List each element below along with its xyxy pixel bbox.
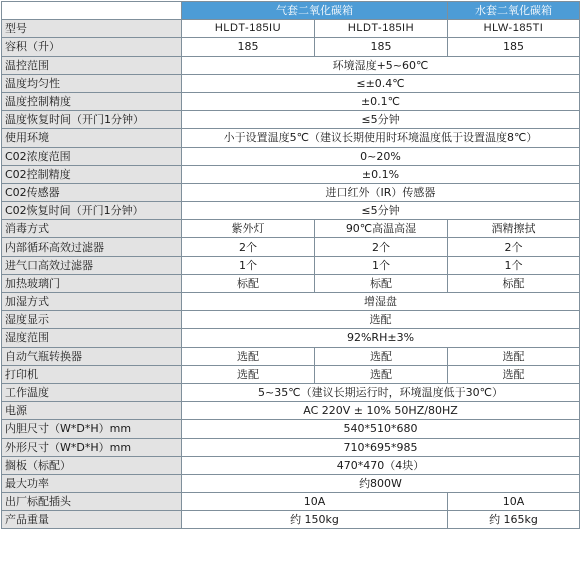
spec-value: AC 220V ± 10% 50HZ/80HZ bbox=[182, 402, 580, 420]
spec-value: 选配 bbox=[315, 347, 448, 365]
spec-value: 约 150kg bbox=[182, 511, 448, 529]
header-row bbox=[2, 2, 580, 20]
spec-row bbox=[2, 438, 580, 456]
spec-body bbox=[2, 20, 580, 529]
spec-value: 10A bbox=[182, 493, 448, 511]
spec-row bbox=[2, 238, 580, 256]
spec-value: 选配 bbox=[315, 365, 448, 383]
spec-value: 进口红外（IR）传感器 bbox=[182, 183, 580, 201]
spec-label: 打印机 bbox=[2, 365, 182, 383]
spec-value: 2个 bbox=[448, 238, 580, 256]
spec-value: 约800W bbox=[182, 474, 580, 492]
spec-row bbox=[2, 365, 580, 383]
spec-value: 90℃高温高湿 bbox=[315, 220, 448, 238]
spec-row bbox=[2, 129, 580, 147]
spec-value: 选配 bbox=[448, 365, 580, 383]
spec-value: 增湿盘 bbox=[182, 293, 580, 311]
spec-row bbox=[2, 74, 580, 92]
spec-label: 温度控制精度 bbox=[2, 92, 182, 110]
header-water-jacket: 水套二氧化碳箱 bbox=[448, 2, 580, 20]
spec-row bbox=[2, 456, 580, 474]
spec-row bbox=[2, 165, 580, 183]
spec-label: 内胆尺寸（W*D*H）mm bbox=[2, 420, 182, 438]
spec-label: 自动气瓶转换器 bbox=[2, 347, 182, 365]
spec-label: 工作温度 bbox=[2, 383, 182, 401]
spec-label: 电源 bbox=[2, 402, 182, 420]
spec-label: C02浓度范围 bbox=[2, 147, 182, 165]
spec-value: 2个 bbox=[182, 238, 315, 256]
spec-value: 酒精擦拭 bbox=[448, 220, 580, 238]
spec-value: 小于设置温度5℃（建议长期使用时环境温度低于设置温度8℃） bbox=[182, 129, 580, 147]
spec-row bbox=[2, 329, 580, 347]
spec-label: 使用环境 bbox=[2, 129, 182, 147]
spec-row bbox=[2, 511, 580, 529]
spec-row bbox=[2, 293, 580, 311]
spec-label: 内部循环高效过滤器 bbox=[2, 238, 182, 256]
spec-value: 标配 bbox=[182, 274, 315, 292]
spec-value: HLDT-185IU bbox=[182, 20, 315, 38]
spec-row bbox=[2, 311, 580, 329]
spec-label: 消毒方式 bbox=[2, 220, 182, 238]
spec-value: 1个 bbox=[182, 256, 315, 274]
spec-row bbox=[2, 38, 580, 56]
spec-row bbox=[2, 56, 580, 74]
spec-value: 1个 bbox=[315, 256, 448, 274]
spec-row bbox=[2, 383, 580, 401]
spec-value: 470*470（4块） bbox=[182, 456, 580, 474]
spec-label: 外形尺寸（W*D*H）mm bbox=[2, 438, 182, 456]
spec-row bbox=[2, 402, 580, 420]
spec-value: 选配 bbox=[182, 311, 580, 329]
spec-value: HLDT-185IH bbox=[315, 20, 448, 38]
spec-value: 5~35℃（建议长期运行时，环境温度低于30℃） bbox=[182, 383, 580, 401]
spec-value: ±0.1% bbox=[182, 165, 580, 183]
spec-label: 温度恢复时间（开门1分钟） bbox=[2, 111, 182, 129]
spec-label: C02传感器 bbox=[2, 183, 182, 201]
spec-row bbox=[2, 347, 580, 365]
spec-label: 产品重量 bbox=[2, 511, 182, 529]
spec-label: 容积（升） bbox=[2, 38, 182, 56]
spec-value: 选配 bbox=[182, 347, 315, 365]
spec-value: 185 bbox=[448, 38, 580, 56]
spec-row bbox=[2, 20, 580, 38]
spec-row bbox=[2, 92, 580, 110]
spec-value: HLW-185TI bbox=[448, 20, 580, 38]
spec-value: 标配 bbox=[315, 274, 448, 292]
spec-value: 185 bbox=[315, 38, 448, 56]
spec-value: 1个 bbox=[448, 256, 580, 274]
spec-row bbox=[2, 111, 580, 129]
spec-value: 标配 bbox=[448, 274, 580, 292]
spec-value: 92%RH±3% bbox=[182, 329, 580, 347]
spec-row bbox=[2, 493, 580, 511]
spec-row bbox=[2, 256, 580, 274]
spec-value: 0~20% bbox=[182, 147, 580, 165]
spec-value: 710*695*985 bbox=[182, 438, 580, 456]
spec-value: ≤5分钟 bbox=[182, 202, 580, 220]
spec-label: 搁板（标配） bbox=[2, 456, 182, 474]
spec-label: 湿度范围 bbox=[2, 329, 182, 347]
spec-value: 10A bbox=[448, 493, 580, 511]
spec-label: 加热玻璃门 bbox=[2, 274, 182, 292]
spec-row bbox=[2, 147, 580, 165]
spec-value: 选配 bbox=[448, 347, 580, 365]
spec-row bbox=[2, 420, 580, 438]
spec-row bbox=[2, 474, 580, 492]
spec-label: 型号 bbox=[2, 20, 182, 38]
spec-table bbox=[1, 1, 580, 529]
spec-label: 湿度显示 bbox=[2, 311, 182, 329]
spec-label: 进气口高效过滤器 bbox=[2, 256, 182, 274]
spec-value: 选配 bbox=[182, 365, 315, 383]
spec-value: 540*510*680 bbox=[182, 420, 580, 438]
spec-row bbox=[2, 220, 580, 238]
spec-row bbox=[2, 202, 580, 220]
spec-label: 出厂标配插头 bbox=[2, 493, 182, 511]
spec-label: 最大功率 bbox=[2, 474, 182, 492]
header-gas-jacket: 气套二氧化碳箱 bbox=[182, 2, 448, 20]
spec-label: 温控范围 bbox=[2, 56, 182, 74]
spec-row bbox=[2, 274, 580, 292]
spec-label: C02恢复时间（开门1分钟） bbox=[2, 202, 182, 220]
spec-value: ±0.1℃ bbox=[182, 92, 580, 110]
spec-value: 紫外灯 bbox=[182, 220, 315, 238]
spec-label: 加湿方式 bbox=[2, 293, 182, 311]
spec-value: ≤5分钟 bbox=[182, 111, 580, 129]
spec-value: ≤±0.4℃ bbox=[182, 74, 580, 92]
spec-label: C02控制精度 bbox=[2, 165, 182, 183]
spec-label: 温度均匀性 bbox=[2, 74, 182, 92]
spec-row bbox=[2, 183, 580, 201]
spec-value: 约 165kg bbox=[448, 511, 580, 529]
spec-value: 2个 bbox=[315, 238, 448, 256]
header-corner bbox=[2, 2, 182, 20]
spec-value: 185 bbox=[182, 38, 315, 56]
spec-value: 环境湿度+5~60℃ bbox=[182, 56, 580, 74]
